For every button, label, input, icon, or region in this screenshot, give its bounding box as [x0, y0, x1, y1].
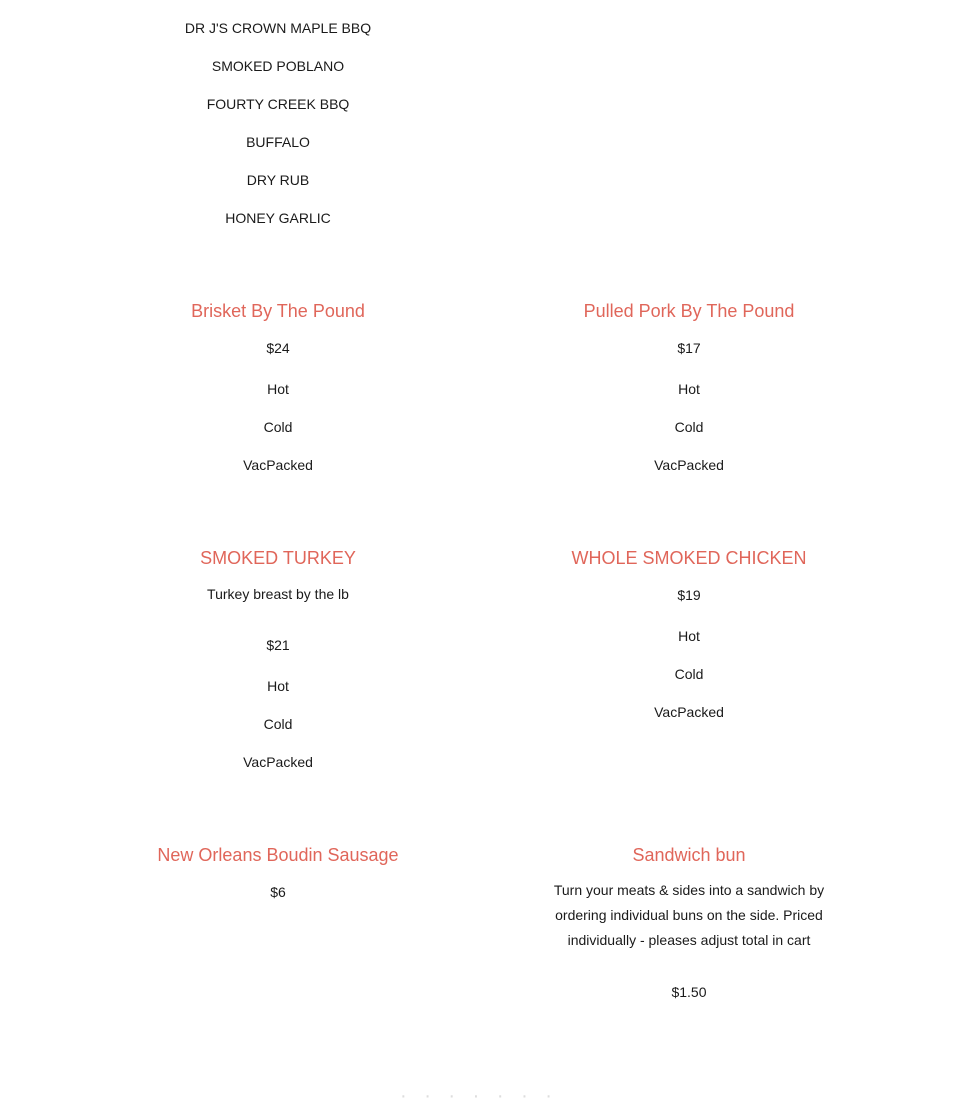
section-divider: · · · · · · · [400, 1085, 558, 1107]
item-title[interactable]: Brisket By The Pound [191, 301, 365, 321]
option-cold[interactable]: Cold [263, 419, 293, 435]
menu-item-brisket [78, 300, 478, 480]
option-vacpacked[interactable]: VacPacked [654, 704, 724, 720]
option-cold[interactable]: Cold [674, 419, 704, 435]
sauce-option[interactable]: HONEY GARLIC [225, 210, 331, 226]
item-description: Turn your meats & sides into a sandwich by ordering individual buns on the side. Priced individually - pleases adjust total in cart [553, 882, 825, 948]
option-cold[interactable]: Cold [263, 716, 293, 732]
sauce-option[interactable]: DR J'S CROWN MAPLE BBQ [184, 20, 372, 36]
menu-item-boudin-sausage [78, 844, 478, 904]
option-hot[interactable]: Hot [678, 381, 700, 397]
item-price: $21 [266, 637, 290, 653]
item-title[interactable]: New Orleans Boudin Sausage [157, 845, 399, 865]
menu-item-whole-smoked-chicken [489, 547, 889, 727]
option-vacpacked[interactable]: VacPacked [654, 457, 724, 473]
menu-item-smoked-turkey [78, 547, 478, 777]
item-title[interactable]: SMOKED TURKEY [200, 548, 356, 568]
sauce-list [78, 0, 478, 240]
option-hot[interactable]: Hot [678, 628, 700, 644]
sauce-option[interactable]: DRY RUB [246, 172, 310, 188]
item-title[interactable]: Sandwich bun [632, 845, 746, 865]
item-price: $24 [266, 340, 290, 356]
item-title[interactable]: Pulled Pork By The Pound [583, 301, 795, 321]
sauce-option[interactable]: SMOKED POBLANO [211, 58, 345, 74]
sauce-option[interactable]: FOURTY CREEK BBQ [206, 96, 350, 112]
option-vacpacked[interactable]: VacPacked [243, 754, 313, 770]
item-description: Turkey breast by the lb [207, 586, 349, 602]
option-hot[interactable]: Hot [267, 381, 289, 397]
sauce-option[interactable]: BUFFALO [246, 134, 310, 150]
option-vacpacked[interactable]: VacPacked [243, 457, 313, 473]
menu-item-sandwich-bun [489, 844, 889, 1009]
option-hot[interactable]: Hot [267, 678, 289, 694]
item-price: $17 [677, 340, 701, 356]
item-price: $6 [270, 884, 286, 900]
item-price: $1.50 [671, 984, 707, 1000]
menu-item-pulled-pork [489, 300, 889, 480]
item-title[interactable]: WHOLE SMOKED CHICKEN [571, 548, 807, 568]
option-cold[interactable]: Cold [674, 666, 704, 682]
item-price: $19 [677, 587, 701, 603]
